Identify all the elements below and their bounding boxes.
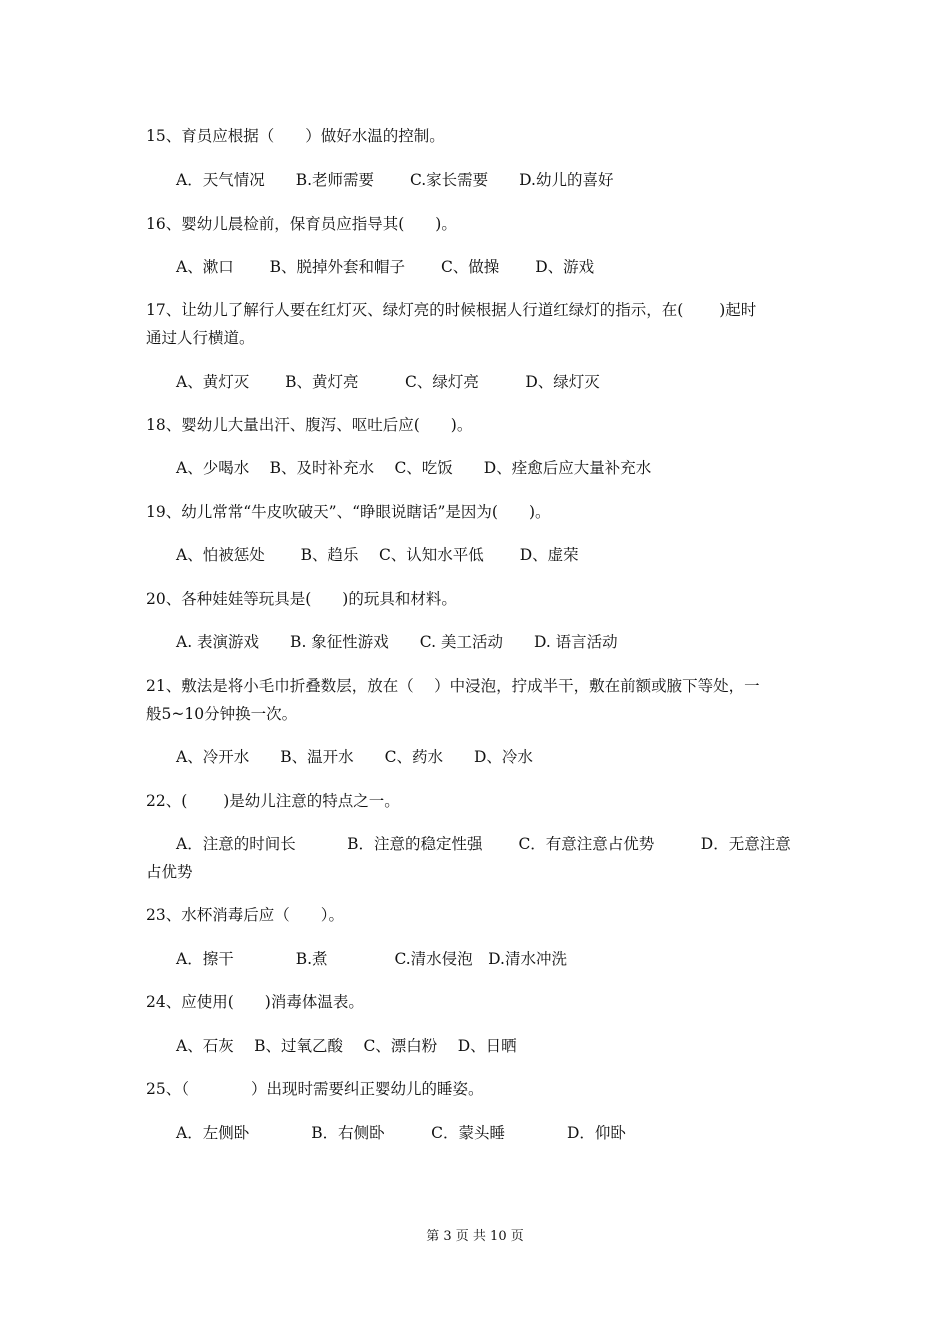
question-18-options: A、少喝水 B、及时补充水 C、吃饭 D、痊愈后应大量补充水 bbox=[176, 459, 652, 477]
question-15-options: A．天气情况 B.老师需要 C.家长需要 D.幼儿的喜好 bbox=[176, 171, 614, 189]
question-17-stem-continued: 通过人行横道。 bbox=[146, 329, 255, 347]
question-19-stem: 19、幼儿常常“牛皮吹破天”、“睁眼说瞎话”是因为( )。 bbox=[146, 503, 551, 521]
question-16-options: A、漱口 B、脱掉外套和帽子 C、做操 D、游戏 bbox=[176, 258, 595, 276]
question-17-stem: 17、让幼儿了解行人要在红灯灭、绿灯亮的时候根据人行道红绿灯的指示，在( )起时 bbox=[146, 301, 757, 319]
question-22-options-continued: 占优势 bbox=[146, 863, 193, 881]
question-16-stem: 16、婴幼儿晨检前，保育员应指导其( )。 bbox=[146, 215, 457, 233]
question-22-options: A．注意的时间长 B．注意的稳定性强 C．有意注意占优势 D．无意注意 bbox=[176, 835, 791, 853]
question-18-stem: 18、婴幼儿大量出汗、腹泻、呕吐后应( )。 bbox=[146, 416, 473, 434]
question-25-stem: 25、（ ）出现时需要纠正婴幼儿的睡姿。 bbox=[146, 1080, 484, 1098]
question-15-stem: 15、育员应根据（ ）做好水温的控制。 bbox=[146, 127, 445, 145]
question-19-options: A、怕被惩处 B、趋乐 C、认知水平低 D、虚荣 bbox=[176, 546, 579, 564]
question-21-options: A、冷开水 B、温开水 C、药水 D、冷水 bbox=[176, 748, 533, 766]
question-20-options: A. 表演游戏 B. 象征性游戏 C. 美工活动 D. 语言活动 bbox=[176, 633, 618, 651]
question-25-options: A．左侧卧 B．右侧卧 C．蒙头睡 D．仰卧 bbox=[176, 1124, 626, 1142]
question-23-options: A．擦干 B.煮 C.清水侵泡 D.清水冲洗 bbox=[176, 950, 567, 968]
question-21-stem-continued: 般5~10分钟换一次。 bbox=[146, 705, 298, 723]
question-17-options: A、黄灯灭 B、黄灯亮 C、绿灯亮 D、绿灯灭 bbox=[176, 373, 600, 391]
question-23-stem: 23、水杯消毒后应（ ）。 bbox=[146, 906, 344, 924]
question-22-stem: 22、( )是幼儿注意的特点之一。 bbox=[146, 792, 400, 810]
question-21-stem: 21、敷法是将小毛巾折叠数层，放在（ ）中浸泡，拧成半干，敷在前额或腋下等处，一 bbox=[146, 677, 760, 695]
question-24-options: A、石灰 B、过氧乙酸 C、漂白粉 D、日晒 bbox=[176, 1037, 517, 1055]
page-footer: 第 3 页 共 10 页 bbox=[426, 1229, 524, 1244]
question-24-stem: 24、应使用( )消毒体温表。 bbox=[146, 993, 364, 1011]
question-20-stem: 20、各种娃娃等玩具是( )的玩具和材料。 bbox=[146, 590, 457, 608]
